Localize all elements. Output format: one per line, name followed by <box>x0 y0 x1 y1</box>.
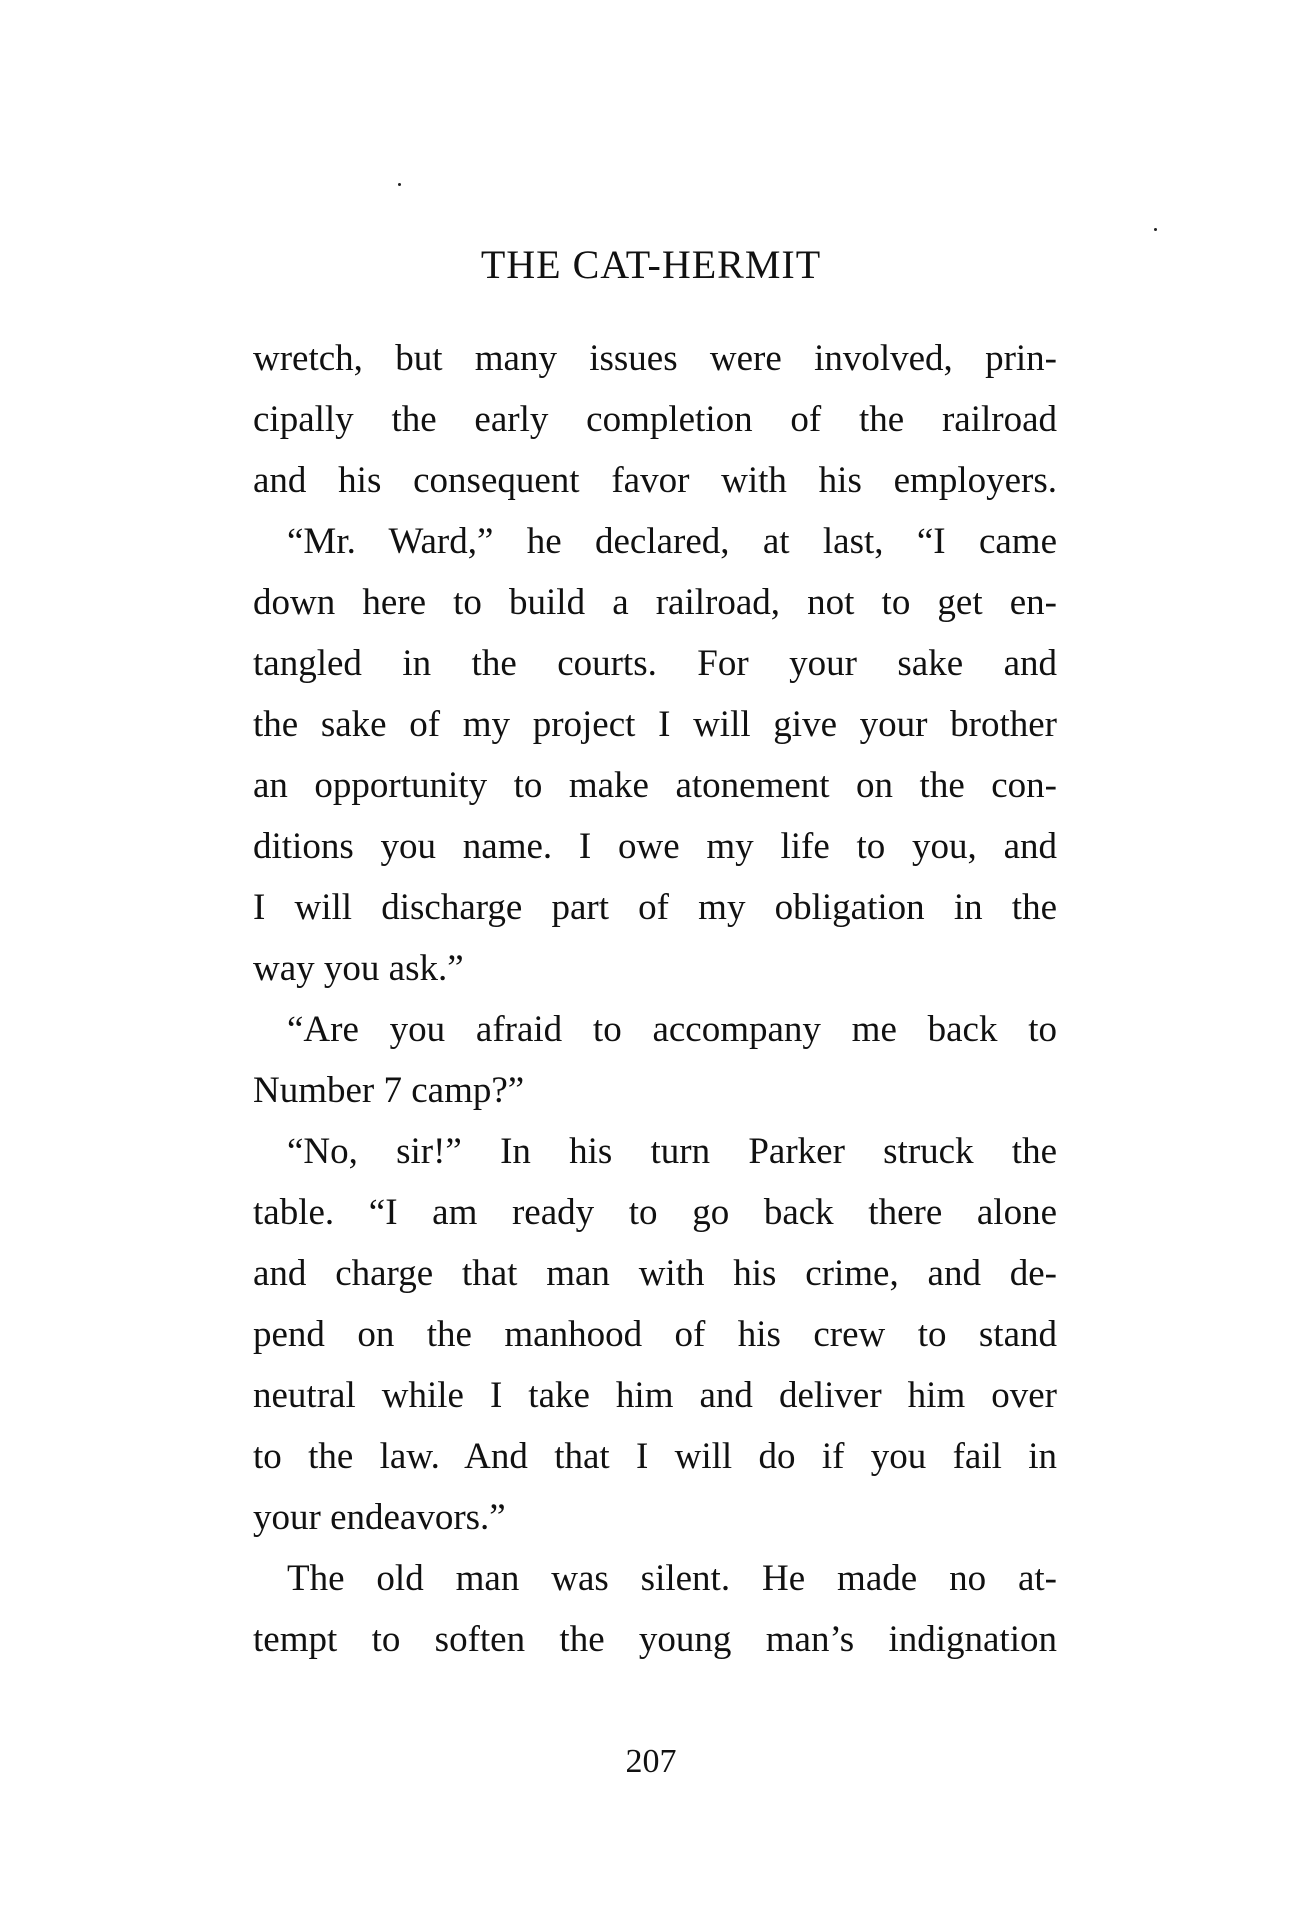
text-line: cipally the early completion of the railroad <box>253 399 1057 440</box>
text-line: “Are you afraid to accompany me back to <box>287 1009 1057 1050</box>
text-line: “Mr. Ward,” he declared, at last, “I came <box>287 521 1057 562</box>
text-line: way you ask.” <box>253 948 464 989</box>
text-line: and charge that man with his crime, and de- <box>253 1253 1057 1294</box>
text-line: pend on the manhood of his crew to stand <box>253 1314 1057 1355</box>
text-line: tangled in the courts. For your sake and <box>253 643 1057 684</box>
text-line: down here to build a railroad, not to get en- <box>253 582 1057 623</box>
text-line: table. “I am ready to go back there alone <box>253 1192 1057 1233</box>
text-line: wretch, but many issues were involved, prin- <box>253 338 1057 379</box>
text-line: Number 7 camp?” <box>253 1070 525 1111</box>
text-line: ditions you name. I owe my life to you, and <box>253 826 1057 867</box>
text-line: the sake of my project I will give your brother <box>253 704 1057 745</box>
text-line: The old man was silent. He made no at- <box>287 1558 1057 1599</box>
text-line: “No, sir!” In his turn Parker struck the <box>287 1131 1057 1172</box>
body-text <box>253 328 1057 1670</box>
text-line: I will discharge part of my obligation in the <box>253 887 1057 928</box>
text-line: and his consequent favor with his employers. <box>253 460 1057 501</box>
print-speck <box>1154 228 1157 231</box>
text-line: your endeavors.” <box>253 1497 506 1538</box>
text-line: to the law. And that I will do if you fail in <box>253 1436 1057 1477</box>
text-line: neutral while I take him and deliver him over <box>253 1375 1057 1416</box>
page-number: 207 <box>625 1743 677 1780</box>
print-speck <box>398 183 401 186</box>
text-line: an opportunity to make atonement on the con- <box>253 765 1057 806</box>
running-head: THE CAT-HERMIT <box>480 242 822 287</box>
text-line: tempt to soften the young man’s indignation <box>253 1619 1057 1660</box>
